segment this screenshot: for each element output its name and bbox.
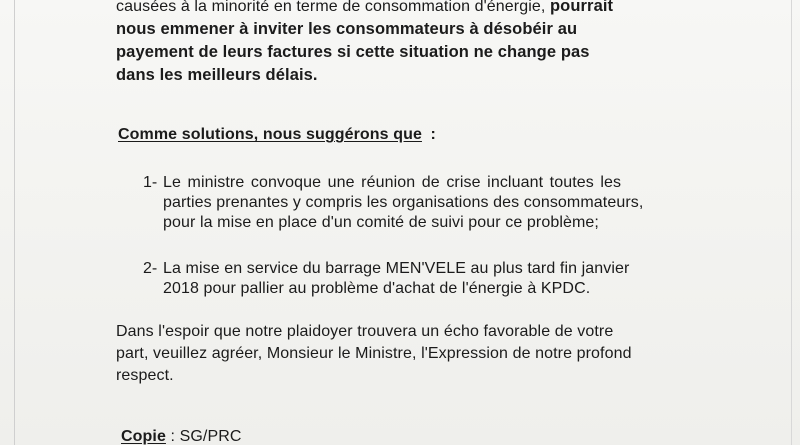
copie-separator: : [165,428,180,445]
paragraph-top-line-3: payement de leurs factures si cette situation ne change pas [116,43,590,61]
solution-item-1-number: 1- [143,174,158,191]
solution-item-1-line-3: pour la mise en place d'un comité de suivi pour ce problème; [163,214,599,231]
solutions-heading-colon: : [430,126,436,143]
closing-line-3: respect. [116,367,174,384]
page-left-edge [14,0,15,445]
paragraph-top-line-1-plain: causées à la minorité en terme de consommation d'énergie, [116,0,546,15]
closing-line-1: Dans l'espoir que notre plaidoyer trouvera un écho favorable de votre [116,323,614,340]
copie-value: SG/PRC [179,428,242,445]
paragraph-top-line-2: nous emmener à inviter les consommateurs à désobéir au [116,20,578,38]
solution-item-1-line-2: parties prenantes y compris les organisations des consommateurs, [163,194,644,211]
page-right-edge [791,0,792,445]
solution-item-2-line-1: La mise en service du barrage MEN'VELE au plus tard fin janvier [163,260,630,277]
solution-item-2-number: 2- [143,260,158,277]
solutions-heading [118,125,436,145]
solution-item-2-line-2: 2018 pour pallier au problème d'achat de l'énergie à KPDC. [163,280,591,297]
copie-line [121,427,242,445]
paragraph-top-line-1 [116,0,613,17]
solution-item-1-line-1: Le ministre convoque une réunion de crise incluant toutes les [163,174,622,191]
closing-line-2: part, veuillez agréer, Monsieur le Ministre, l'Expression de notre profond [116,345,632,362]
copie-label: Copie [121,428,166,445]
paragraph-top-line-4: dans les meilleurs délais. [116,66,318,84]
solutions-heading-text: Comme solutions, nous suggérons que [118,126,422,143]
paragraph-top-line-1-bold: pourrait [549,0,614,15]
